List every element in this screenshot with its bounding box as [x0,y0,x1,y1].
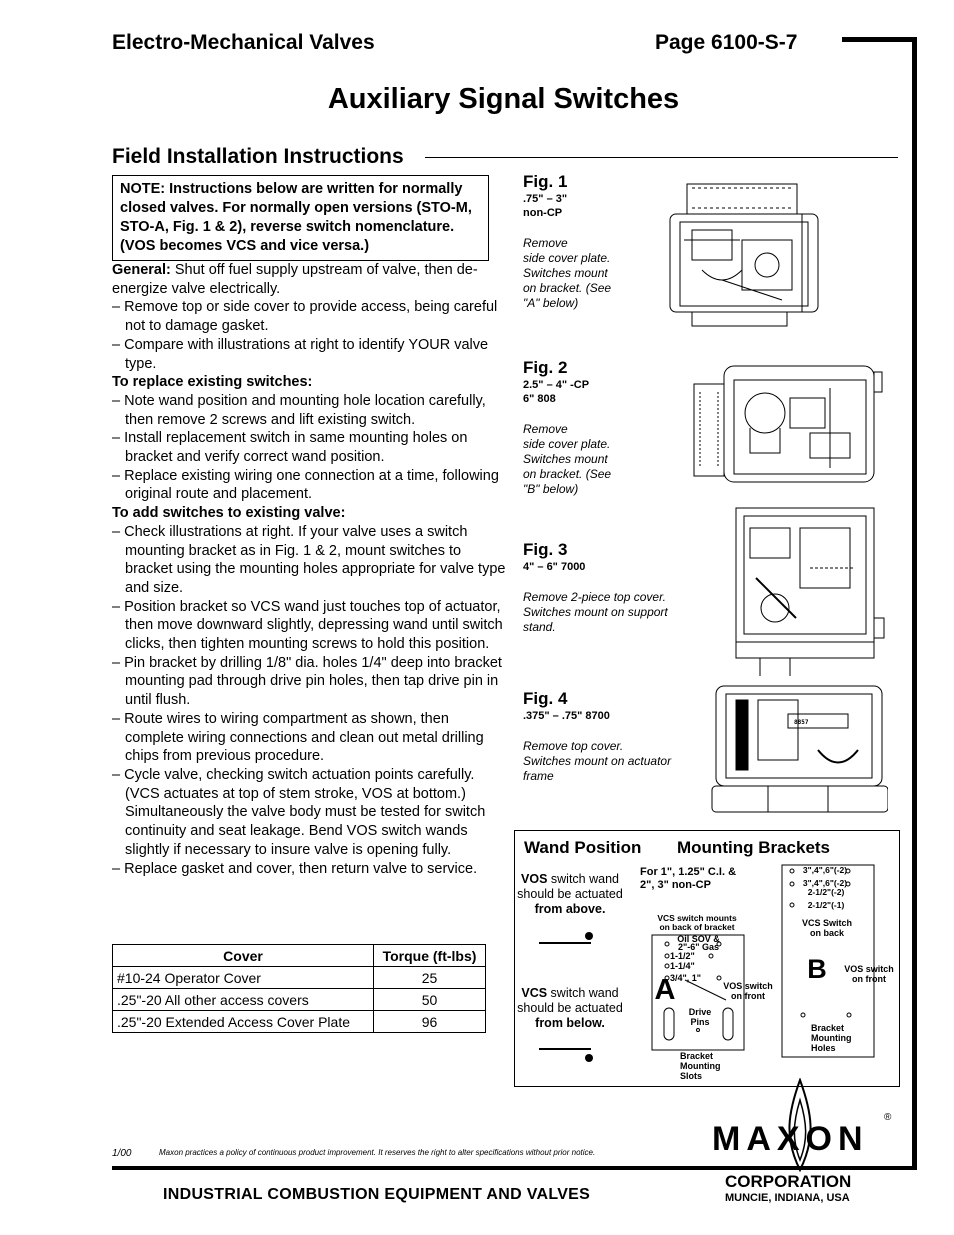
caption-line: stand. [523,620,556,634]
caption-line: on bracket. (See [523,467,612,481]
bracket-b-212-2: 2-1/2"(-2) [807,887,845,897]
table-cell: 50 [374,989,486,1011]
table-cell: #10-24 Operator Cover [113,967,374,989]
add-bullet: – Replace gasket and cover, then return valve to service. [112,860,478,877]
caption-line: Switches mount [523,266,608,280]
footer-tagline: INDUSTRIAL COMBUSTION EQUIPMENT AND VALVES [163,1186,591,1203]
instructions [112,261,507,878]
note-box: NOTE: Instructions below are written for normally closed valves. For normally open versions (STO-M, STO-A, Fig. 1 & 2), reverse switch nomenclature. (VOS becomes VCS and vice versa.) [112,175,489,261]
caption-line: "B" below) [523,482,579,496]
figure-label: Fig. 2 [523,358,568,377]
bracket-a-back-note: VCS switch mounts on back of bracket [657,913,737,932]
bracket-a-1-1-4: 1-1/4" [670,961,695,971]
vos-direction: from above. [534,902,606,916]
add-bullet: – Cycle valve, checking switch actuation points carefully. (VCS actuates at top of stem stroke, VOS at bottom.) Simultaneously the valve body must be tested for switch continuity and seat leakage. Bend VOS switch wands slightly if necessary to insure valve is opening fully. [112,766,486,858]
bracket-b-letter: B [807,954,827,984]
figure-4-drawing [708,680,888,820]
figure-sub: .75" – 3" [523,193,568,205]
section-title: Field Installation Instructions [112,145,404,168]
bracket-a-letter: A [654,974,676,1006]
wand-bracket-box [514,830,900,1087]
figure-4-text [523,689,693,784]
table-cell: .25"-20 Extended Access Cover Plate [113,1011,374,1033]
maxon-wordmark: MAXON [712,1120,869,1158]
add-heading: To add switches to existing valve: [112,505,346,522]
figure-label: Fig. 4 [523,689,568,708]
figure-caption [523,590,693,635]
table-cell: 25 [374,967,486,989]
general-paragraph [112,261,507,298]
bracket-a-1-1-2: 1-1/2" [670,951,695,961]
general-bullet: – Compare with illustrations at right to identify YOUR valve type. [112,336,489,372]
figure-2-text [523,358,673,497]
caption-line: frame [523,769,554,783]
figure-2-drawing [690,358,886,488]
footer-date: 1/00 [112,1148,132,1159]
figure-label: Fig. 1 [523,172,568,191]
figure-sub: .375" – .75" 8700 [523,710,610,722]
table-header: Torque (ft-lbs) [374,945,486,967]
figure-caption [523,739,693,784]
caption-line: Remove 2-piece top cover. [523,590,666,604]
bracket-a-front-note: VOS switch on front [723,981,773,1001]
vcs-label: VCS [521,986,548,1000]
logo-corporation: CORPORATION [725,1172,852,1191]
vos-instruction [515,872,625,917]
general-lead: General: [112,262,171,278]
add-bullet: – Check illustrations at right. If your valve uses a switch mounting bracket as in Fig. 1 & 2, mount switches to bracket using the mounting holes appropriate for valve type and size. [112,523,506,596]
bracket-a-gas: 2"-6" Gas [677,942,720,952]
caption-line: on bracket. (See [523,281,612,295]
general-bullet: – Remove top or side cover to provide access, being careful not to damage gasket. [112,299,498,335]
figure-1-drawing [662,180,822,330]
figure-sub: 4" – 6" 7000 [523,561,586,573]
header-page-number: Page 6100-S-7 [655,31,798,54]
add-bullet: – Pin bracket by drilling 1/8" dia. holes 1/4" deep into bracket mounting pad through drive pin holes, then tap drive pin in until flush. [112,654,502,709]
bracket-a-slots: Bracket Mounting Slots [680,1051,721,1081]
bracket-b-346: 3",4",6"(-2) [802,878,848,888]
bracket-b-346-2-top: 3",4",6"(-2) [802,865,848,875]
figure-sub: 2.5" – 4" -CP [523,379,590,391]
table-header-row [113,945,486,967]
vos-label: VOS [521,872,548,886]
figure-caption [523,422,673,497]
bracket-a-drive-pins: Drive Pins [688,1007,712,1027]
vcs-wand-diagram [537,1041,607,1065]
caption-line: Remove [523,422,568,436]
vos-wand-diagram [537,929,607,949]
figure-3-drawing [730,498,886,678]
table-cell: .25"-20 All other access covers [113,989,374,1011]
caption-line: Switches mount [523,452,608,466]
vcs-text: switch wand should be actuated [517,986,623,1015]
figure-sub: non-CP [523,207,563,219]
bracket-a-title: For 1", 1.25" C.I. & 2", 3" non-CP [640,866,737,891]
caption-line: "A" below) [523,296,579,310]
caption-line: Switches mount on support [523,605,668,619]
caption-line: Remove top cover. [523,739,624,753]
table-row [113,967,486,989]
wand-position-title: Wand Position [524,838,642,857]
bracket-b-back-note: VCS Switch on back [801,918,852,938]
torque-table [112,944,486,1033]
replace-bullet: – Note wand position and mounting hole location carefully, then remove 2 screws and lift existing switch. [112,392,486,428]
table-header: Cover [113,945,374,967]
vcs-direction: from below. [535,1016,605,1030]
bracket-b-212-1: 2-1/2"(-1) [807,900,845,910]
caption-line: side cover plate. [523,437,611,451]
table-row [113,1011,486,1033]
bracket-b-front-note: VOS switch on front [844,964,894,984]
caption-line: Remove [523,236,568,250]
section-rule [425,157,898,158]
caption-line: side cover plate. [523,251,611,265]
general-text: Shut off fuel supply upstream of valve, then de-energize valve electrically. [112,262,478,297]
frame-top-rule [842,37,917,42]
logo-city: MUNCIE, INDIANA, USA [725,1192,850,1204]
replace-heading: To replace existing switches: [112,374,313,391]
replace-bullet: – Replace existing wiring one connection at a time, following original route and placement. [112,467,499,503]
bracket-a-oil: Oil SOV & [677,934,720,944]
replace-bullet: – Install replacement switch in same mounting holes on bracket and verify correct wand position. [112,430,468,466]
vcs-instruction [515,986,625,1031]
add-bullet: – Position bracket so VCS wand just touches top of actuator, then move downward slightly, depressing wand until switch clicks, then tighten mounting screws to hold this position. [112,598,503,653]
vos-text: switch wand should be actuated [517,872,623,901]
figure-1-text [523,172,673,311]
figure-caption [523,236,673,311]
add-bullet: – Route wires to wiring compartment as shown, then complete wiring connections and clean out metal drilling chips from previous procedure. [112,710,484,765]
bracket-a-3-4: 3/4", 1" [670,973,702,983]
registered-mark: ® [884,1112,892,1123]
bracket-b-holes: Bracket Mounting Holes [811,1023,852,1053]
caption-line: Switches mount on actuator [523,754,672,768]
table-cell: 96 [374,1011,486,1033]
footer-disclaimer: Maxon practices a policy of continuous product improvement. It reserves the right to alter specifications without prior notice. [159,1148,596,1157]
header-left: Electro-Mechanical Valves [112,31,375,54]
mounting-brackets-title: Mounting Brackets [677,838,831,857]
table-row [113,989,486,1011]
figure-label: Fig. 3 [523,540,568,559]
figure-3-text [523,540,693,635]
frame-right-rule [912,37,917,1170]
figure-4-tag: 8857 [794,719,809,726]
figure-sub: 6" 808 [523,393,556,405]
page-title: Auxiliary Signal Switches [327,83,680,115]
